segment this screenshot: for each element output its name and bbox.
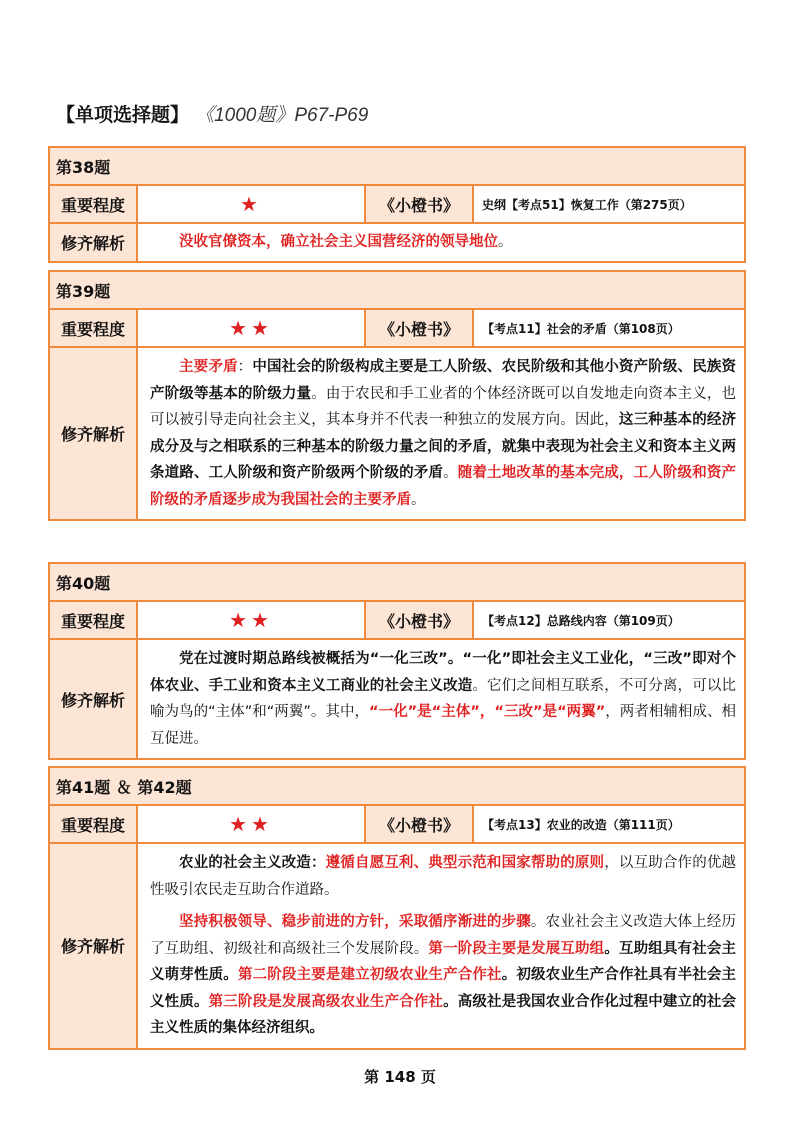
analysis-text <box>138 224 744 261</box>
analysis-paragraph <box>150 850 736 903</box>
importance-label: 重要程度 <box>50 186 138 222</box>
importance-label: 重要程度 <box>50 310 138 346</box>
analysis-run: 。农业社会主义改造大体上经历了互助组、初级社和高级社三个发展阶段。 <box>150 914 736 957</box>
reference-text: 【考点13】农业的改造（第111页） <box>482 817 680 832</box>
analysis-text <box>138 640 744 758</box>
analysis-label: 修齐解析 <box>50 348 138 519</box>
analysis-row <box>50 346 744 519</box>
analysis-run: 中国社会的阶级构成主要是工人阶级、农民阶级和其他小资产阶级、民族资产阶级等基本的阶级力量 <box>150 359 737 402</box>
analysis-run: ： <box>237 359 253 375</box>
book-label: 《小橙书》 <box>366 806 474 842</box>
analysis-run: 。初级农业生产合作社具有半社会主义性质。 <box>150 967 737 1010</box>
book-label: 《小橙书》 <box>366 186 474 222</box>
analysis-paragraph <box>150 354 736 513</box>
analysis-text <box>138 844 744 1048</box>
importance-row <box>50 308 744 346</box>
question-title: 第41题 ＆ 第42题 <box>50 768 744 804</box>
analysis-row <box>50 222 744 261</box>
analysis-run: 。由于农民和手工业者的个体经济既可以自发地走向资本主义，也可以被引导走向社会主义，其本身并不代表一种独立的发展方向。因此， <box>150 385 737 428</box>
highlight-text: 坚持积极领导、稳步前进的方针，采取循序渐进的步骤 <box>179 914 531 930</box>
question-block-38 <box>48 146 746 263</box>
question-title: 第40题 <box>50 564 744 600</box>
analysis-run: 。它们之间相互联系，不可分离，可以比喻为鸟的“主体”和“两翼”。其中， <box>150 677 737 720</box>
highlight-text: 主要矛盾 <box>179 359 238 375</box>
question-block-39 <box>48 270 746 521</box>
page-number: 第 148 页 <box>364 1068 436 1086</box>
reference-text: 【考点11】社会的矛盾（第108页） <box>482 321 680 336</box>
analysis-run: ，以互助合作的优越性吸引农民走互助合作道路。 <box>150 855 737 898</box>
heading-label: 【单项选择题】 <box>56 104 190 126</box>
analysis-label: 修齐解析 <box>50 224 138 261</box>
star-rating: ★★ <box>138 806 366 842</box>
heading-source: 《1000题》P67-P69 <box>195 105 369 126</box>
analysis-run: 。互助组具有社会主义萌芽性质。 <box>150 940 737 983</box>
analysis-label: 修齐解析 <box>50 844 138 1048</box>
star-rating: ★★ <box>138 310 366 346</box>
highlight-text: 第二阶段主要是建立初级农业生产合作社 <box>237 967 502 983</box>
question-block-41-42 <box>48 766 746 1050</box>
analysis-row <box>50 638 744 758</box>
section-heading <box>56 100 368 127</box>
analysis-paragraph <box>150 229 736 256</box>
highlight-text: 随着土地改革的基本完成，工人阶级和资产阶级的矛盾逐步成为我国社会的主要矛盾 <box>150 465 737 508</box>
analysis-run: 。 <box>443 465 458 481</box>
analysis-run: ，两者相辅相成、相互促进。 <box>150 704 736 747</box>
analysis-run: 。高级社是我国农业合作化过程中建立的社会主义性质的集体经济组织。 <box>150 993 737 1036</box>
importance-label: 重要程度 <box>50 602 138 638</box>
star-rating: ★ <box>138 186 366 222</box>
highlight-text: 遵循自愿互利、典型示范和国家帮助的原则 <box>325 855 605 871</box>
importance-row <box>50 184 744 222</box>
analysis-paragraph <box>150 909 736 1042</box>
importance-label: 重要程度 <box>50 806 138 842</box>
analysis-run: 党在过渡时期总路线被概括为“一化三改”。“一化”即社会主义工业化，“三改”即对个体农业、手工业和资本主义工商业的社会主义改造 <box>150 651 736 694</box>
analysis-run: 农业的社会主义改造： <box>179 855 326 871</box>
highlight-text: 第三阶段是发展高级农业生产合作社 <box>208 993 444 1010</box>
question-block-40 <box>48 562 746 760</box>
question-title: 第38题 <box>50 148 744 184</box>
importance-row <box>50 600 744 638</box>
analysis-run: 。 <box>411 491 426 508</box>
analysis-row <box>50 842 744 1048</box>
reference-text: 【考点12】总路线内容（第109页） <box>482 613 680 628</box>
analysis-text <box>138 348 744 519</box>
highlight-text: 没收官僚资本，确立社会主义国营经济的领导地位 <box>179 234 498 250</box>
book-label: 《小橙书》 <box>366 602 474 638</box>
reference-text: 史纲【考点51】恢复工作（第275页） <box>482 197 692 212</box>
analysis-run: 这三种基本的经济成分及与之相联系的三种基本的阶级力量之间的矛盾，就集中表现为社会主义和资本主义两条道路、工人阶级和资产阶级两个阶级的矛盾 <box>150 412 736 481</box>
highlight-text: “一化”是“主体”，“三改”是“两翼” <box>369 704 606 720</box>
analysis-paragraph <box>150 646 736 752</box>
book-label: 《小橙书》 <box>366 310 474 346</box>
question-title: 第39题 <box>50 272 744 308</box>
analysis-label: 修齐解析 <box>50 640 138 758</box>
importance-row <box>50 804 744 842</box>
star-rating: ★★ <box>138 602 366 638</box>
analysis-run: 。 <box>498 234 513 250</box>
highlight-text: 第一阶段主要是发展互助组 <box>428 940 605 957</box>
